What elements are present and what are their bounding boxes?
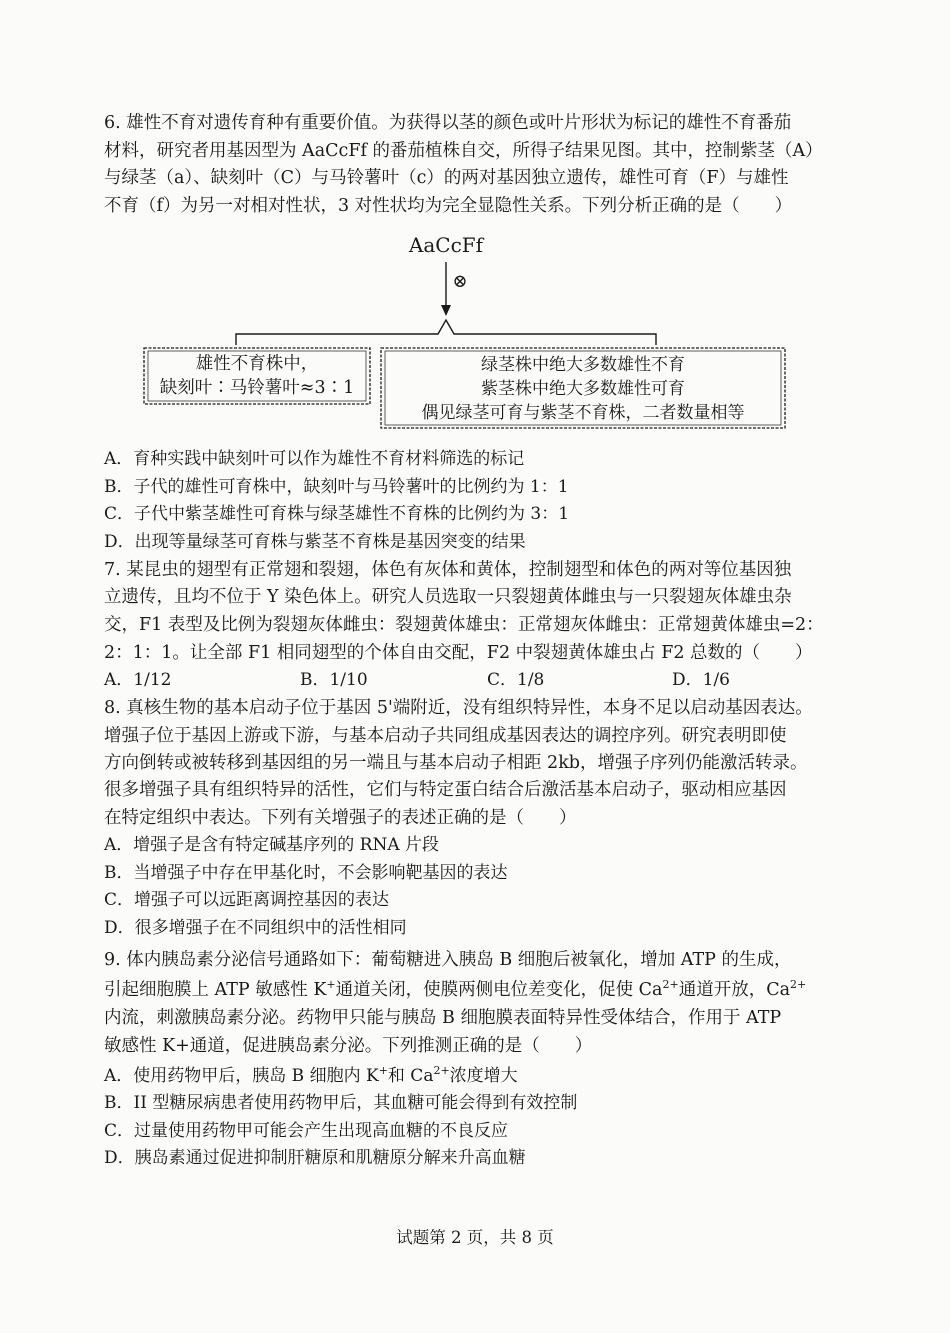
q6-line-4: 不育（f）为另一对相对性状，3 对性状均为完全显隐性关系。下列分析正确的是（ ） (104, 196, 793, 216)
q8-option-d: D．很多增强子在不同组织中的活性相同 (104, 918, 407, 938)
q6-option-a: A．育种实践中缺刻叶可以作为雄性不育材料筛选的标记 (104, 449, 525, 469)
ca-charge-a: 2+ (433, 1064, 450, 1077)
q8-line-1: 8. 真核生物的基本启动子位于基因 5'端附近，没有组织特异性，本身不足以启动基因表达。 (104, 698, 813, 718)
q8-option-b: B．当增强子中存在甲基化时，不会影响靶基因的表达 (104, 863, 508, 883)
q9-option-a-part-b: 和 Ca (387, 1066, 434, 1086)
ca-charge-2: 2+ (790, 978, 807, 991)
q9-option-a-part-a: A．使用药物甲后，胰岛 B 细胞内 K (104, 1066, 379, 1086)
q9-line-2-part-a: 引起细胞膜上 ATP 敏感性 K (104, 980, 327, 1000)
q6-option-b: B．子代的雄性可育株中，缺刻叶与马铃薯叶的比例约为 1：1 (104, 477, 569, 497)
ca-charge: 2+ (662, 978, 679, 991)
q6-option-d: D．出现等量绿茎可育株与紫茎不育株是基因突变的结果 (104, 532, 526, 552)
q6-line-3: 与绿茎（a）、缺刻叶（C）与马铃薯叶（c）的两对基因独立遗传，雄性可育（F）与雄性 (104, 168, 789, 188)
q6-option-c: C．子代中紫茎雄性可育株与绿茎雄性不育株的比例约为 3：1 (104, 504, 570, 524)
q7-line-3: 交，F1 表型及比例为裂翅灰体雌虫：裂翅黄体雄虫：正常翅灰体雌虫：正常翅黄体雄虫=2： (104, 615, 824, 635)
q7-option-d: D．1/6 (672, 670, 730, 690)
q9-line-2-part-b: 通道关闭，使膜两侧电位差变化，促使 Ca (335, 980, 663, 1000)
q8-line-5: 在特定组织中表达。下列有关增强子的表述正确的是（ ） (104, 808, 577, 828)
right-box-line-3: 偶见绿茎可育与紫茎不育株，二者数量相等 (421, 403, 745, 423)
q9-line-3: 内流，刺激胰岛素分泌。药物甲只能与胰岛 B 细胞膜表面特异性受体结合，作用于 ATP (104, 1008, 782, 1028)
q7-option-a: A．1/12 (104, 670, 172, 690)
k-charge-a: + (378, 1064, 388, 1077)
q7-option-c: C．1/8 (487, 670, 545, 690)
q9-option-c: C．过量使用药物甲可能会产生出现高血糖的不良反应 (104, 1121, 509, 1141)
selfing-symbol: ⊗ (452, 271, 468, 292)
right-box-line-2: 紫茎株中绝大多数雄性可育 (481, 379, 685, 399)
q8-option-a: A．增强子是含有特定碱基序列的 RNA 片段 (104, 835, 440, 855)
left-box-line-2: 缺刻叶∶马铃薯叶≈3∶1 (159, 378, 355, 398)
parent-genotype: AaCcFf (408, 233, 484, 257)
q8-option-c: C．增强子可以远距离调控基因的表达 (104, 890, 390, 910)
q9-option-b: B．II 型糖尿病患者使用药物甲后，其血糖可能会得到有效控制 (104, 1093, 578, 1113)
q7-line-4: 2：1：1。让全部 F1 相同翅型的个体自由交配，F2 中裂翅黄体雄虫占 F2 总数的（ ） (104, 643, 813, 663)
q9-line-4: 敏感性 K+通道，促进胰岛素分泌。下列推测正确的是（ ） (104, 1036, 593, 1056)
left-box-line-1: 雄性不育株中， (195, 354, 319, 374)
q6-line-2: 材料，研究者用基因型为 AaCcFf 的番茄植株自交，所得子结果见图。其中，控制紫茎（A） (104, 141, 823, 161)
q8-line-4: 很多增强子具有组织特异的活性，它们与特定蛋白结合后激活基本启动子，驱动相应基因 (104, 780, 787, 800)
q9-line-1: 9. 体内胰岛素分泌信号通路如下：葡萄糖进入胰岛 B 细胞后被氧化，增加 ATP 的生成， (104, 950, 792, 970)
q9-option-a-part-c: 浓度增大 (449, 1066, 518, 1086)
q9-option-a (104, 1063, 518, 1089)
page-footer: 试题第 2 页，共 8 页 (396, 1228, 554, 1247)
q9-option-d: D．胰岛素通过促进抑制肝糖原和肌糖原分解来升高血糖 (104, 1148, 526, 1168)
q8-line-2: 增强子位于基因上游或下游，与基本启动子共同组成基因表达的调控序列。研究表明即使 (104, 726, 787, 746)
q9-line-2-part-c: 通道开放，Ca (678, 980, 791, 1000)
q6-line-1: 6. 雄性不育对遗传育种有重要价值。为获得以茎的颜色或叶片形状为标记的雄性不育番茄 (104, 113, 792, 133)
q8-line-3: 方向倒转或被转移到基因组的另一端且与基本启动子相距 2kb，增强子序列仍能激活转录。 (104, 753, 808, 773)
q7-line-1: 7. 某昆虫的翅型有正常翅和裂翅，体色有灰体和黄体，控制翅型和体色的两对等位基因独 (104, 560, 792, 580)
right-box-line-1: 绿茎株中绝大多数雄性不育 (481, 355, 685, 375)
q9-line-2 (104, 977, 806, 1003)
k-charge: + (326, 978, 336, 991)
q7-line-2: 立遗传，且均不位于 Y 染色体上。研究人员选取一只裂翅黄体雌虫与一只裂翅灰体雄虫杂 (104, 587, 792, 607)
q7-option-b: B．1/10 (300, 670, 368, 690)
